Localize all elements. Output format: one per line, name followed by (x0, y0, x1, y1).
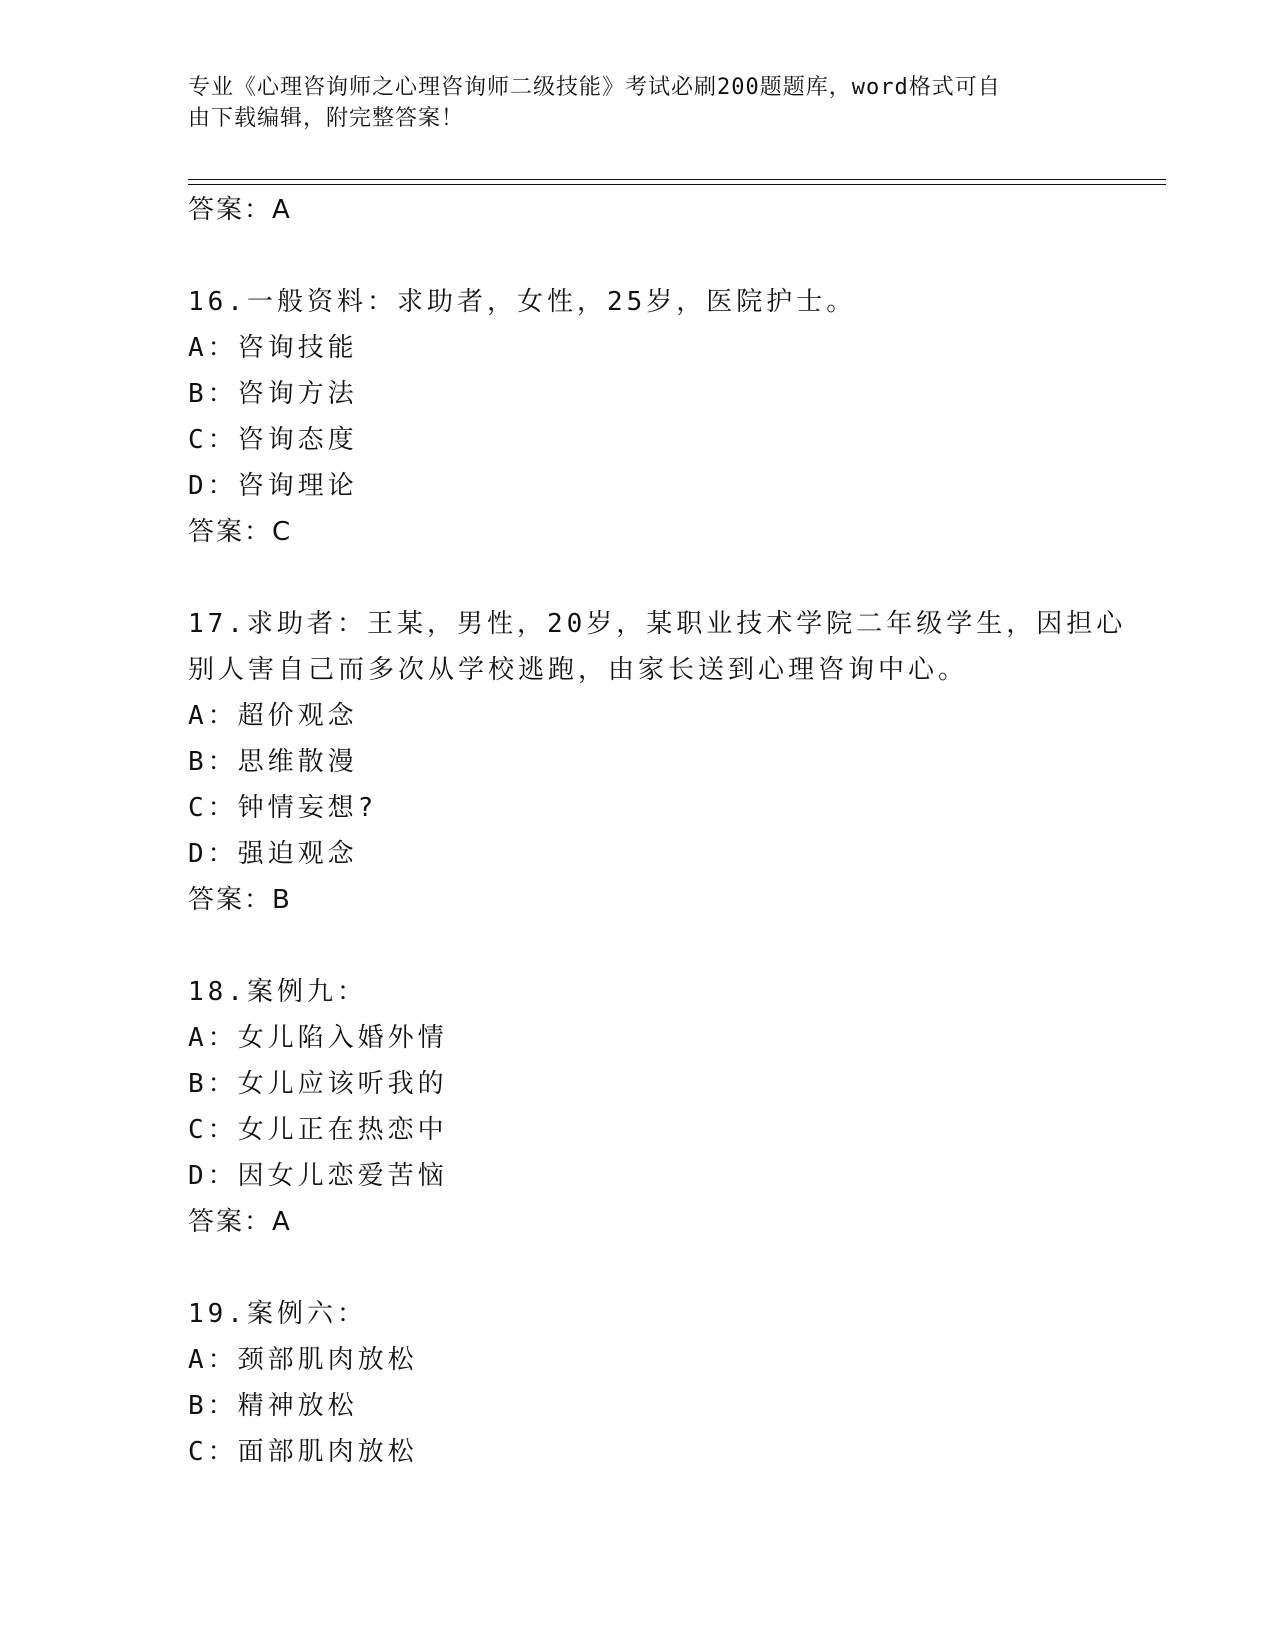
option-b: B：精神放松 (188, 1391, 358, 1421)
option-d: D：咨询理论 (188, 471, 358, 501)
question-stem-continued: 别人害自己而多次从学校逃跑，由家长送到心理咨询中心。 (188, 655, 969, 685)
header-line-2: 由下载编辑，附完整答案！ (188, 106, 465, 131)
option-c: C：咨询态度 (188, 425, 358, 455)
option-c: C：女儿正在热恋中 (188, 1115, 448, 1145)
option-c: C：钟情妄想? (188, 793, 378, 823)
option-b: B：女儿应该听我的 (188, 1069, 448, 1099)
option-c: C：面部肌肉放松 (188, 1437, 418, 1467)
spacer (188, 1245, 1148, 1291)
document-header (188, 72, 1068, 134)
option-a: A：超价观念 (188, 701, 358, 731)
answer-line: 答案：A (188, 195, 292, 225)
option-d: D：强迫观念 (188, 839, 358, 869)
question-stem: 19.案例六： (188, 1299, 367, 1329)
header-line-1: 专业《心理咨询师之心理咨询师二级技能》考试必刷200题题库，word格式可自 (188, 75, 1001, 100)
option-a: A：女儿陷入婚外情 (188, 1023, 448, 1053)
option-a: A：咨询技能 (188, 333, 358, 363)
question-stem: 18.案例九： (188, 977, 367, 1007)
answer-line: 答案：B (188, 885, 292, 915)
answer-line: 答案：C (188, 517, 293, 547)
question-stem: 16.一般资料：求助者，女性，25岁，医院护士。 (188, 287, 857, 317)
question-list (188, 187, 1148, 1475)
option-d: D：因女儿恋爱苦恼 (188, 1161, 448, 1191)
header-rule-bottom (188, 184, 1166, 185)
spacer (188, 555, 1148, 601)
spacer (188, 923, 1148, 969)
question-18 (188, 969, 1148, 1245)
question-19 (188, 1291, 1148, 1475)
question-stem: 17.求助者：王某，男性，20岁，某职业技术学院二年级学生，因担心 (188, 609, 1127, 639)
answer-line: 答案：A (188, 1207, 292, 1237)
option-a: A：颈部肌肉放松 (188, 1345, 418, 1375)
header-rule-top (188, 179, 1166, 180)
option-b: B：思维散漫 (188, 747, 358, 777)
question-16 (188, 279, 1148, 555)
question-17 (188, 601, 1148, 923)
option-b: B：咨询方法 (188, 379, 358, 409)
spacer (188, 233, 1148, 279)
